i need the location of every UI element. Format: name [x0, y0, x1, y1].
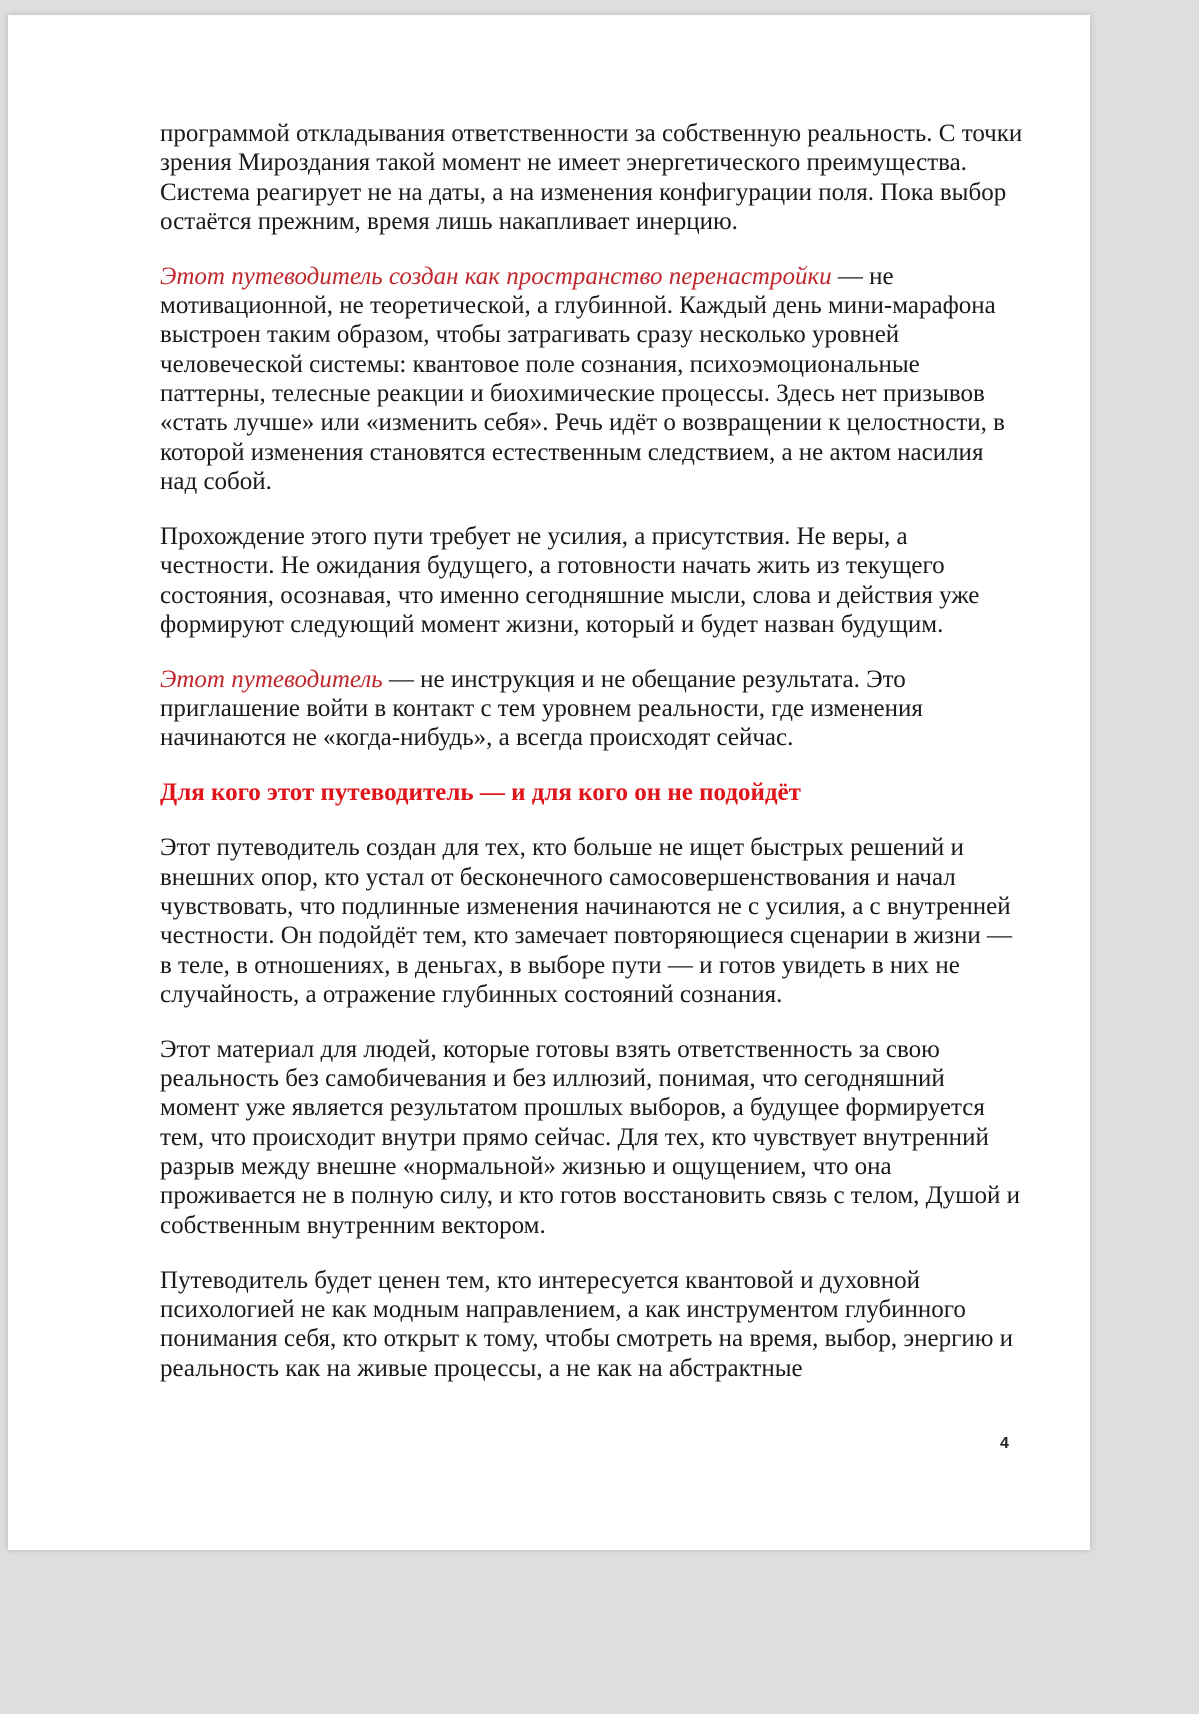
paragraph-6: Этот материал для людей, которые готовы взять ответственность за свою реальность без самобичевания и без иллюзий, понимая, что сегодняшний момент уже является результатом прошлых выборов, а будущее формируется тем, что происходит внутри прямо сейчас. Для тех, кто чувствует внутренний разрыв между внешне «нормальной» жизнью и ощущением, что она проживается не в полную силу, и кто готов восстановить связь с телом, Душой и собственным внутренним вектором. — [160, 1035, 1020, 1239]
paragraph-7: Путеводитель будет ценен тем, кто интересуется квантовой и духовной психологией не как модным направлением, а как инструментом глубинного понимания себя, кто открыт к тому, чтобы смотреть на время, выбор, энергию и реальность как на живые процессы, а не как на абстрактные — [160, 1266, 1014, 1382]
paragraph-3: Прохождение этого пути требует не усилия, а присутствия. Не веры, а честности. Не ожидания будущего, а готовности начать жить из текущего состояния, осознавая, что именно сегодняшние мысли, слова и действия уже формируют следующий момент жизни, который и будет назван будущим. — [160, 522, 980, 638]
paragraph-1: программой откладывания ответственности за собственную реальность. С точки зрения Мироздания такой момент не имеет энергетического преимущества. Система реагирует не на даты, а на изменения конфигурации поля. Пока выбор остаётся прежним, время лишь накапливает инерцию. — [160, 120, 1023, 235]
page-content — [160, 119, 1024, 1408]
paragraph-2 — [160, 262, 1024, 496]
page-number: 4 — [1000, 1435, 1009, 1452]
paragraph-2-text: — не мотивационной, не теоретической, а глубинной. Каждый день мини-марафона выстроен таким образом, чтобы затрагивать сразу несколько уровней человеческой системы: квантовое поле сознания, психоэмоциональные паттерны, телесные реакции и биохимические процессы. Здесь нет призывов «стать лучше» или «изменить себя». Речь идёт о возвращении к целостности, в которой изменения становятся естественным следствием, а не актом насилия над собой. — [160, 262, 1005, 495]
paragraph-4-highlight: Этот путеводитель — [160, 665, 383, 693]
paragraph-4-text: — не инструкция и не обещание результата. Это приглашение войти в контакт с тем уровнем реальности, где изменения начинаются не «когда-нибудь», а всегда происходят сейчас. — [160, 665, 923, 752]
section-heading: Для кого этот путеводитель — и для кого он не подойдёт — [160, 779, 801, 807]
paragraph-2-highlight: Этот путеводитель создан как пространство перенастройки — [160, 262, 832, 290]
paragraph-5: Этот путеводитель создан для тех, кто больше не ищет быстрых решений и внешних опор, кто устал от бесконечного самосовершенствования и начал чувствовать, что подлинные изменения начинаются не с усилия, а с внутренней честности. Он подойдёт тем, кто замечает повторяющиеся сценарии в жизни — в теле, в отношениях, в деньгах, в выборе пути — и готов увидеть в них не случайность, а отражение глубинных состояний сознания. — [160, 834, 1013, 1008]
paragraph-4 — [160, 665, 1024, 753]
document-page — [8, 15, 1090, 1550]
